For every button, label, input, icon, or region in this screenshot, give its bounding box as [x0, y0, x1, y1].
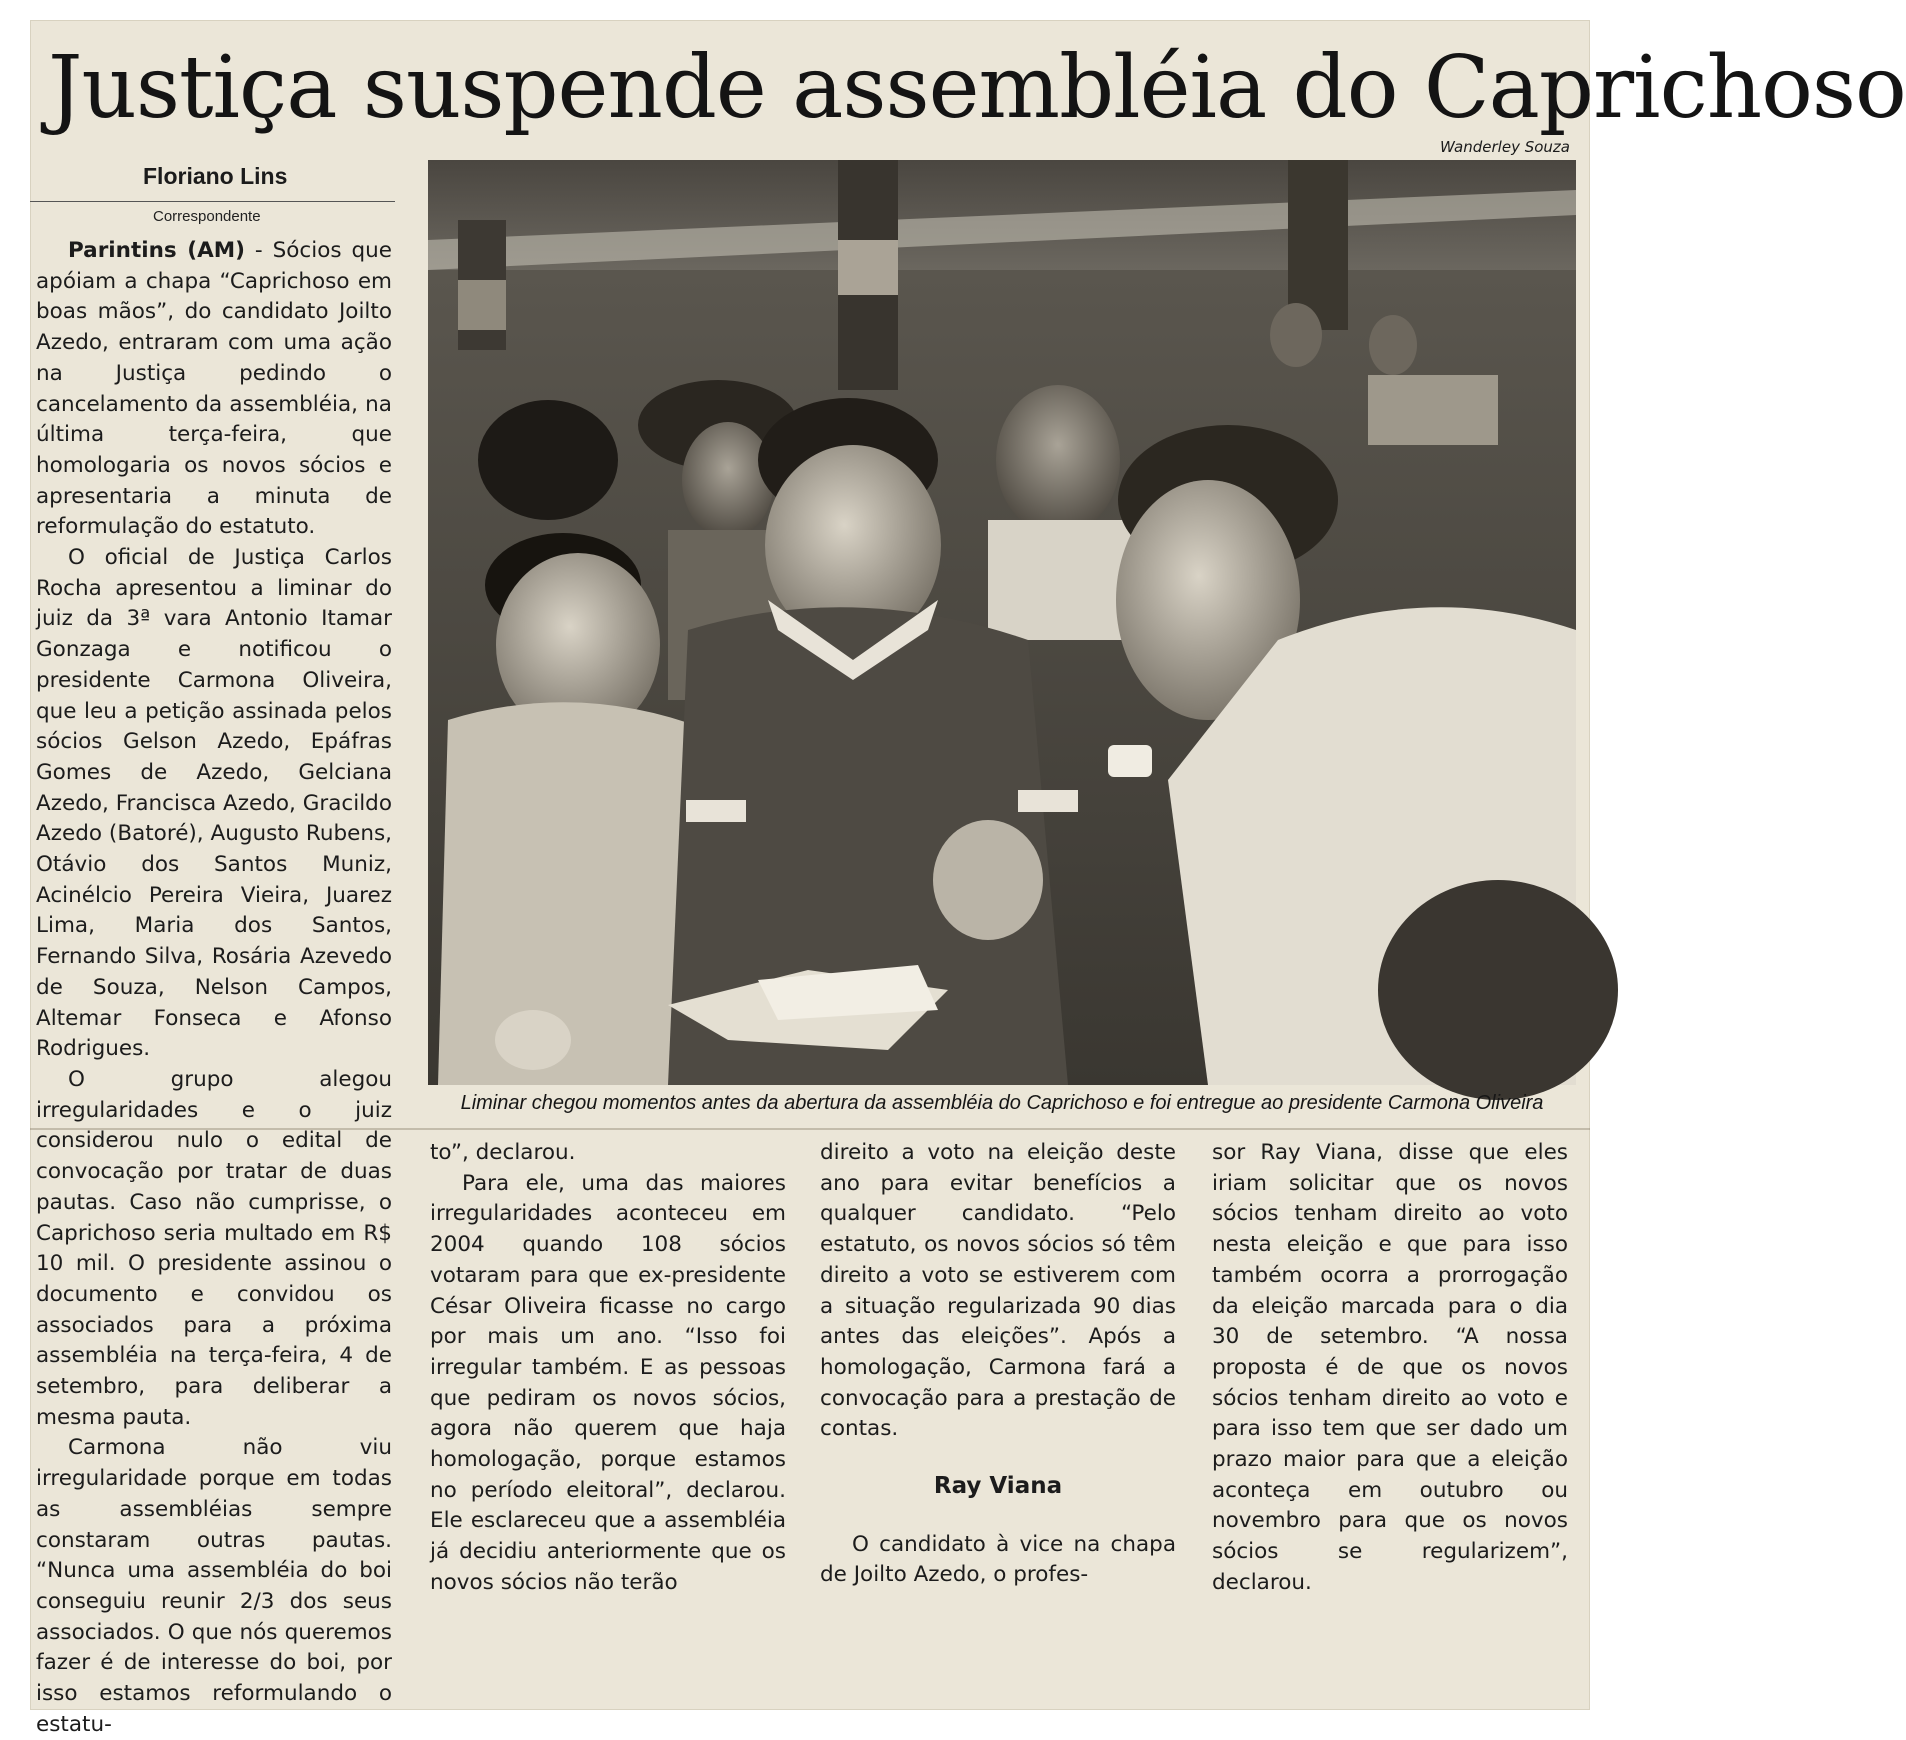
paragraph: O candidato à vice na chapa de Joilto Azedo, o profes-	[820, 1531, 1176, 1588]
article-column-2	[430, 1138, 786, 1599]
author-name: Floriano Lins	[143, 163, 288, 189]
section-subheading: Ray Viana	[933, 1473, 1063, 1500]
paper-fold-line	[30, 1128, 1590, 1130]
news-photo	[428, 160, 1576, 1085]
paragraph: O grupo alegou irregularidades e o juiz considerou nulo o edital de convocação por tratar de duas pautas. Caso não cumprisse, o Caprichoso seria multado em R$ 10 mil. O presidente assinou o documento e convidou os associados para a próxima assembléia na terça-feira, 4 de setembro, para deliberar a mesma pauta.	[36, 1066, 392, 1430]
headline: Justiça suspende assembléia do Caprichoso	[48, 38, 1906, 138]
article-column-1	[36, 236, 392, 1740]
paragraph: O oficial de Justiça Carlos Rocha apresentou a liminar do juiz da 3ª vara Antonio Itamar Gonzaga e notificou o presidente Carmona Oliveira, que leu a petição assinada pelos sócios Gelson Azedo, Epáfras Gomes de Azedo, Gelciana Azedo, Francisca Azedo, Gracildo Azedo (Batoré), Augusto Rubens, Otávio dos Santos Muniz, Acinélcio Pereira Vieira, Juarez Lima, Maria dos Santos, Fernando Silva, Rosária Azevedo de Souza, Nelson Campos, Altemar Fonseca e Afonso Rodrigues.	[36, 545, 392, 1062]
paragraph: direito a voto na eleição deste ano para evitar benefícios a qualquer candidato. “Pelo estatuto, os novos sócios só têm direito a voto se estiverem com a situação regularizada 90 dias antes das eleições”. Após a homologação, Carmona fará a convocação para a prestação de contas.	[820, 1140, 1176, 1442]
author-role: Correspondente	[153, 208, 261, 225]
paragraph: to”, declarou.	[430, 1140, 576, 1165]
paragraph: Para ele, uma das maiores irregularidades aconteceu em 2004 quando 108 sócios votaram para que ex-presidente César Oliveira ficasse no cargo por mais um ano. “Isso foi irregular também. E as pessoas que pediram os novos sócios, agora não querem que haja homologação, porque estamos no período eleitoral”, declarou. Ele esclareceu que a assembléia já decidiu anteriormente que os novos sócios não terão	[430, 1170, 786, 1595]
paragraph-text: - Sócios que apóiam a chapa “Caprichoso em boas mãos”, do candidato Joilto Azedo, entraram com uma ação na Justiça pedindo o cancelamento da assembléia, na última terça-feira, que homologaria os novos sócios e apresentaria a minuta de reformulação do estatuto.	[36, 238, 393, 540]
photo-illustration	[428, 160, 1576, 1085]
paragraph-lead	[36, 236, 392, 543]
byline-divider	[30, 201, 395, 202]
photo-caption: Liminar chegou momentos antes da abertura da assembléia do Caprichoso e foi entregue ao presidente Carmona Oliveira	[460, 1092, 1544, 1114]
newspaper-clipping	[30, 20, 1906, 1737]
photo-credit: Wanderley Souza	[1440, 138, 1570, 156]
paragraph: Carmona não viu irregularidade porque em todas as assembléias sempre constaram outras pautas. “Nunca uma assembléia do boi conseguiu reunir 2/3 dos seus associados. O que nós queremos fazer é de interesse do boi, por isso estamos reformulando o estatu-	[36, 1435, 392, 1737]
article-column-3	[820, 1138, 1176, 1591]
paragraph: sor Ray Viana, disse que eles iriam solicitar que os novos sócios tenham direito ao voto nesta eleição e que para isso também ocorra a prorrogação da eleição marcada para o dia 30 de setembro. “A nossa proposta é de que os novos sócios tenham direito ao voto e para isso tem que ser dado um prazo maior para que a eleição aconteça em outubro ou novembro para que os novos sócios se regularizem”, declarou.	[1212, 1140, 1568, 1595]
dateline: Parintins (AM)	[68, 238, 245, 263]
article-column-4	[1212, 1138, 1568, 1599]
